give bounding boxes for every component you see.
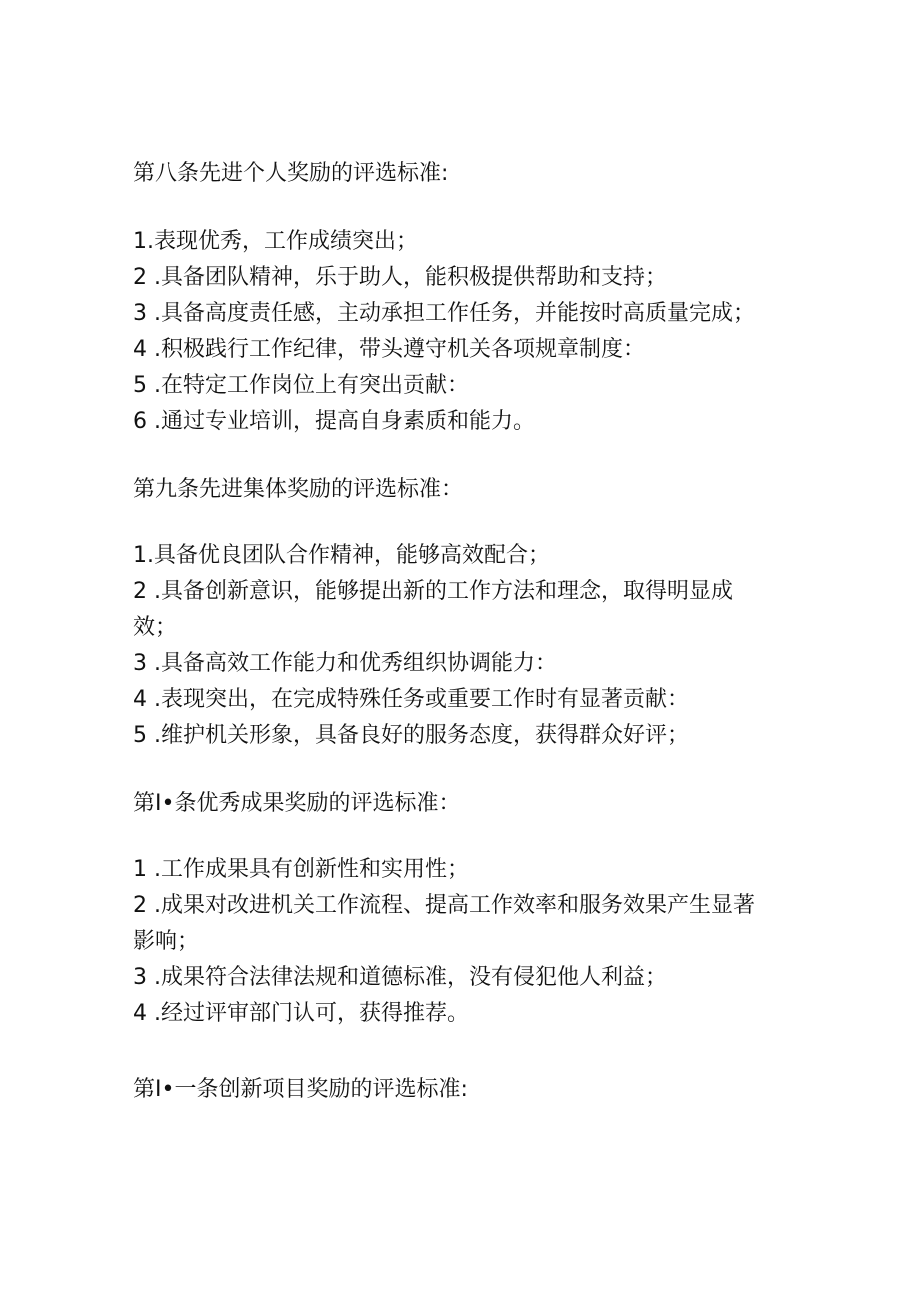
item-text: 具备创新意识，能够提出新的工作方法和理念，取得明显成 xyxy=(161,579,734,604)
item-text: 表现优秀，工作成绩突出； xyxy=(154,229,419,254)
list-item xyxy=(133,722,689,750)
list-item xyxy=(133,228,418,256)
item-number: 4 xyxy=(133,1001,147,1026)
list-item xyxy=(133,964,667,992)
item-number: 1 xyxy=(133,229,147,254)
item-text: 在特定工作岗位上有突出贡献： xyxy=(161,373,470,398)
item-separator: . xyxy=(147,857,161,882)
item-separator: . xyxy=(147,893,161,918)
item-separator: . xyxy=(147,265,161,290)
item-separator: . xyxy=(147,651,161,676)
item-text: 具备团队精神，乐于助人，能积极提供帮助和支持； xyxy=(161,265,668,290)
item-separator: . xyxy=(147,229,154,254)
item-number: 5 xyxy=(133,373,147,398)
item-number: 2 xyxy=(133,265,147,290)
item-number: 3 xyxy=(133,965,147,990)
item-number: 1 xyxy=(133,857,147,882)
item-number: 3 xyxy=(133,651,147,676)
item-separator: . xyxy=(147,543,154,568)
list-item xyxy=(133,372,469,400)
item-number: 2 xyxy=(133,579,147,604)
list-item xyxy=(133,408,535,436)
item-separator: . xyxy=(147,723,161,748)
item-text: 表现突出，在完成特殊任务或重要工作时有显著贡献： xyxy=(161,687,690,712)
item-number: 2 xyxy=(133,893,147,918)
item-separator: . xyxy=(147,337,161,362)
list-item xyxy=(133,578,733,606)
section-heading: 第I•条优秀成果奖励的评选标准： xyxy=(133,791,461,816)
item-text: 具备优良团队合作精神，能够高效配合； xyxy=(154,543,551,568)
item-separator: . xyxy=(147,579,161,604)
list-item-continuation: 影响； xyxy=(133,929,200,954)
list-item xyxy=(133,686,689,714)
list-item-continuation: 效； xyxy=(133,615,178,640)
item-separator: . xyxy=(147,965,161,990)
item-text: 成果符合法律法规和道德标准，没有侵犯他人利益； xyxy=(161,965,668,990)
item-text: 成果对改进机关工作流程、提高工作效率和服务效果产生显著 xyxy=(161,893,756,918)
item-number: 5 xyxy=(133,723,147,748)
list-item xyxy=(133,892,755,920)
list-item xyxy=(133,542,550,570)
item-number: 3 xyxy=(133,301,147,326)
item-separator: . xyxy=(147,301,161,326)
list-item xyxy=(133,1000,469,1028)
item-number: 4 xyxy=(133,337,147,362)
item-text: 积极践行工作纪律，带头遵守机关各项规章制度： xyxy=(161,337,646,362)
item-separator: . xyxy=(147,1001,161,1026)
item-separator: . xyxy=(147,409,161,434)
section-heading: 第I•一条创新项目奖励的评选标准: xyxy=(133,1077,468,1102)
list-item xyxy=(133,336,645,364)
list-item xyxy=(133,856,469,884)
item-text: 通过专业培训，提高自身素质和能力。 xyxy=(161,409,536,434)
list-item xyxy=(133,300,755,328)
item-text: 具备高效工作能力和优秀组织协调能力： xyxy=(161,651,558,676)
item-text: 工作成果具有创新性和实用性； xyxy=(161,857,470,882)
list-item xyxy=(133,264,667,292)
section-heading: 第九条先进集体奖励的评选标准： xyxy=(133,477,464,502)
item-text: 维护机关形象，具备良好的服务态度，获得群众好评； xyxy=(161,723,690,748)
item-number: 6 xyxy=(133,409,147,434)
item-number: 4 xyxy=(133,687,147,712)
item-separator: . xyxy=(147,373,161,398)
item-number: 1 xyxy=(133,543,147,568)
item-text: 具备高度责任感，主动承担工作任务，并能按时高质量完成； xyxy=(161,301,756,326)
list-item xyxy=(133,650,557,678)
item-separator: . xyxy=(147,687,161,712)
section-heading: 第八条先进个人奖励的评选标准: xyxy=(133,161,449,186)
item-text: 经过评审部门认可，获得推荐。 xyxy=(161,1001,470,1026)
